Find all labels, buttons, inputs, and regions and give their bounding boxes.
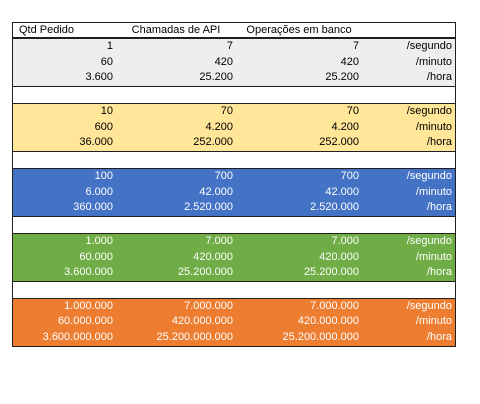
cell-qtd-pedido[interactable]: 360.000 (73, 201, 113, 214)
cell-operacoes-banco[interactable]: 252.000 (319, 136, 359, 149)
blank-row (12, 282, 456, 298)
blank-row (12, 152, 456, 168)
cell-qtd-pedido[interactable]: 100 (94, 169, 113, 182)
cell-operacoes-banco[interactable]: 7 (352, 40, 359, 52)
cell-qtd-pedido[interactable]: 3.600 (85, 71, 113, 84)
cell-qtd-pedido[interactable]: 60 (100, 55, 113, 68)
header-row (12, 22, 456, 38)
cell-qtd-pedido[interactable]: 3.600.000.000 (42, 331, 113, 344)
cell-operacoes-banco[interactable]: 25.200.000.000 (282, 331, 359, 344)
table-row (12, 120, 456, 136)
row-group (12, 168, 456, 217)
cell-unit[interactable]: /segundo (406, 169, 452, 182)
cell-chamadas-api[interactable]: 25.200.000.000 (156, 331, 233, 344)
row-group (12, 103, 456, 152)
cell-unit[interactable]: /hora (426, 71, 452, 84)
table-row (12, 314, 456, 330)
table-row (12, 70, 456, 86)
cell-qtd-pedido[interactable]: 60.000.000 (57, 315, 113, 328)
cell-operacoes-banco[interactable]: 420 (340, 55, 359, 68)
cell-unit[interactable]: /minuto (415, 185, 452, 198)
cell-operacoes-banco[interactable]: 42.000 (325, 185, 359, 198)
blank-row (12, 217, 456, 233)
cell-chamadas-api[interactable]: 420.000 (193, 250, 233, 263)
cell-operacoes-banco[interactable]: 700 (340, 169, 359, 182)
cell-operacoes-banco[interactable]: 420.000.000 (297, 315, 359, 328)
cell-unit[interactable]: /minuto (415, 55, 452, 68)
cell-unit[interactable]: /segundo (406, 40, 452, 52)
header-chamadas-api[interactable]: Chamadas de API (131, 24, 221, 36)
cell-qtd-pedido[interactable]: 1.000 (85, 234, 113, 247)
table-row (12, 185, 456, 201)
cell-chamadas-api[interactable]: 42.000 (199, 185, 233, 198)
table-row (12, 104, 456, 120)
cell-unit[interactable]: /segundo (406, 104, 452, 117)
header-unit[interactable] (362, 23, 455, 37)
table-row (12, 250, 456, 266)
cell-chamadas-api[interactable]: 420.000.000 (171, 315, 233, 328)
cell-qtd-pedido[interactable]: 60.000 (79, 250, 113, 263)
cell-operacoes-banco[interactable]: 70 (346, 104, 359, 117)
cell-unit[interactable]: /hora (426, 201, 452, 214)
cell-chamadas-api[interactable]: 7.000 (205, 234, 233, 247)
table-row (12, 200, 456, 216)
cell-operacoes-banco[interactable]: 2.520.000 (310, 201, 359, 214)
header-qtd-pedido[interactable]: Qtd Pedido (19, 24, 75, 36)
table-row (12, 265, 456, 281)
cell-chamadas-api[interactable]: 25.200 (199, 71, 233, 84)
cell-chamadas-api[interactable]: 2.520.000 (184, 201, 233, 214)
cell-chamadas-api[interactable]: 420 (214, 55, 233, 68)
row-group (12, 233, 456, 282)
row-group (12, 38, 456, 87)
cell-chamadas-api[interactable]: 25.200.000 (177, 266, 233, 279)
cell-chamadas-api[interactable]: 70 (220, 104, 233, 117)
cell-operacoes-banco[interactable]: 25.200.000 (303, 266, 359, 279)
cell-operacoes-banco[interactable]: 7.000.000 (310, 299, 359, 312)
table-row (12, 169, 456, 185)
cell-unit[interactable]: /minuto (415, 315, 452, 328)
row-group (12, 298, 456, 347)
cell-qtd-pedido[interactable]: 36.000 (79, 136, 113, 149)
cell-qtd-pedido[interactable]: 600 (94, 120, 113, 133)
table-row (12, 135, 456, 151)
cell-unit[interactable]: /segundo (406, 234, 452, 247)
cell-unit[interactable]: /minuto (415, 250, 452, 263)
table-row (12, 39, 456, 55)
cell-qtd-pedido[interactable]: 10 (100, 104, 113, 117)
cell-chamadas-api[interactable]: 7 (226, 40, 233, 52)
cell-chamadas-api[interactable]: 4.200 (205, 120, 233, 133)
cell-operacoes-banco[interactable]: 4.200 (331, 120, 359, 133)
table-row (12, 234, 456, 250)
table-row (12, 330, 456, 346)
cell-unit[interactable]: /hora (426, 136, 452, 149)
cell-qtd-pedido[interactable]: 6.000 (85, 185, 113, 198)
blank-row (12, 87, 456, 103)
cell-operacoes-banco[interactable]: 420.000 (319, 250, 359, 263)
cell-qtd-pedido[interactable]: 1 (106, 40, 113, 52)
cell-qtd-pedido[interactable]: 3.600.000 (64, 266, 113, 279)
table-row (12, 299, 456, 315)
cell-chamadas-api[interactable]: 700 (214, 169, 233, 182)
spreadsheet-table (12, 22, 456, 347)
cell-operacoes-banco[interactable]: 25.200 (325, 71, 359, 84)
cell-unit[interactable]: /segundo (406, 299, 452, 312)
cell-unit[interactable]: /hora (426, 331, 452, 344)
cell-unit[interactable]: /minuto (415, 120, 452, 133)
cell-chamadas-api[interactable]: 252.000 (193, 136, 233, 149)
cell-qtd-pedido[interactable]: 1.000.000 (64, 299, 113, 312)
cell-operacoes-banco[interactable]: 7.000 (331, 234, 359, 247)
cell-unit[interactable]: /hora (426, 266, 452, 279)
cell-chamadas-api[interactable]: 7.000.000 (184, 299, 233, 312)
header-operacoes-banco[interactable]: Operações em banco (246, 24, 352, 36)
table-row (12, 55, 456, 71)
